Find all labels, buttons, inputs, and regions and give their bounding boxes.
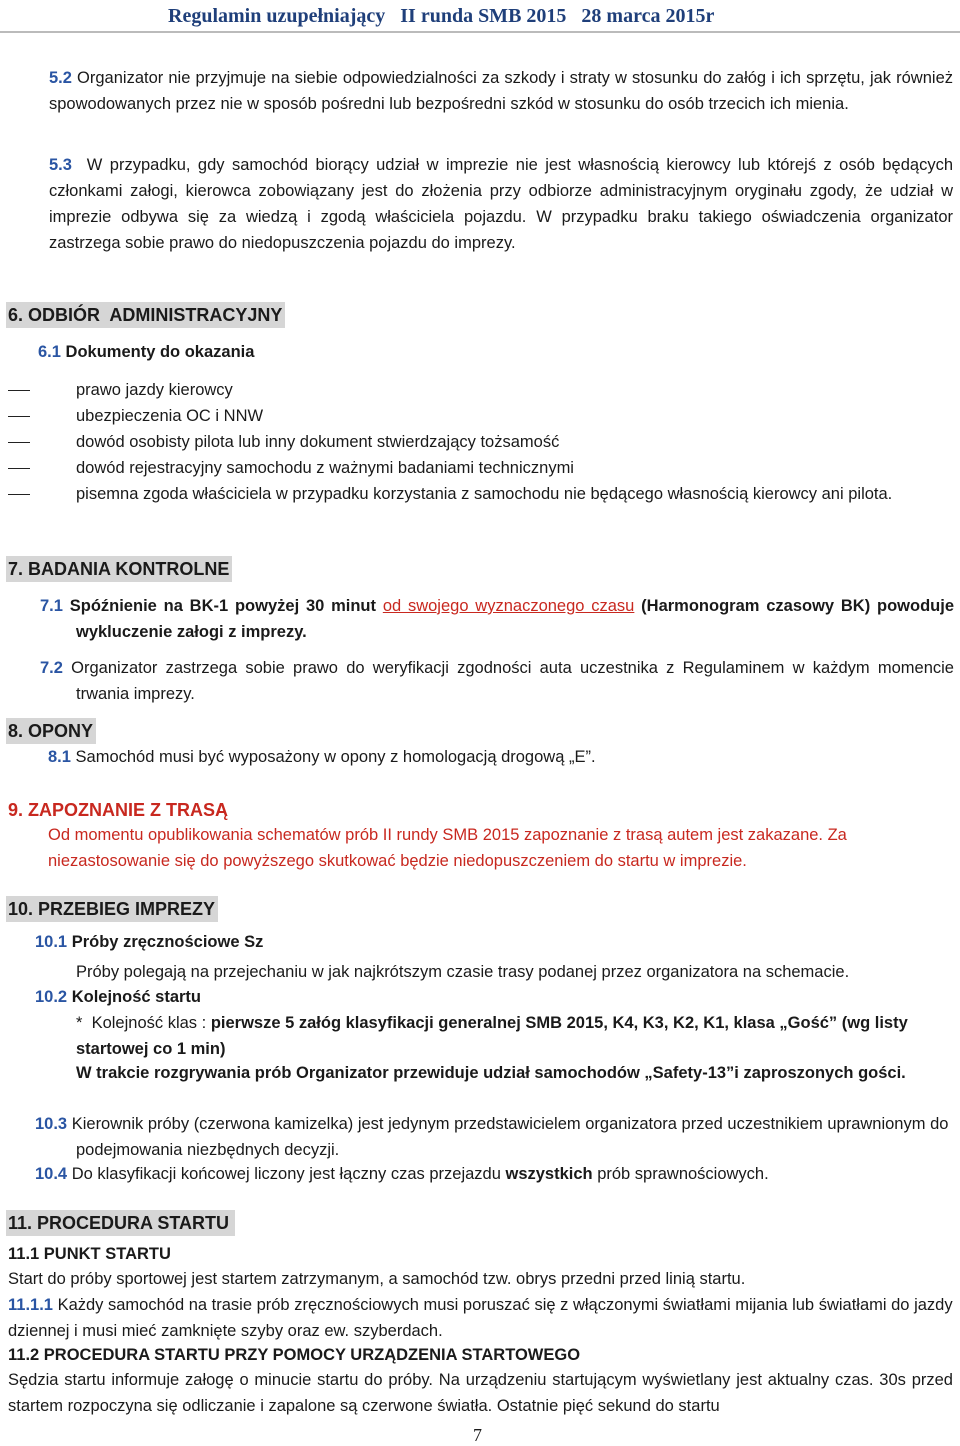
list-item: prawo jazdy kierowcy (76, 381, 233, 399)
section-number: 8.1 (48, 748, 71, 766)
subsection-title: Próby zręcznościowe Sz (71, 933, 264, 951)
section-number: 11.1.1 (8, 1296, 53, 1314)
paragraph-11-2: Sędzia startu informuje załogę o minucie startu do próby. Na urządzeniu startującym wyświetlany jest aktualny czas. 30s przed startem rozpoczyna się odliczanie i zapalone są czerwone światła. Ostatnie pięć sekund do startu (8, 1371, 953, 1415)
paragraph-11-1: Start do próby sportowej jest startem zatrzymanym, a samochód tzw. obrys przedni przed linią startu. (8, 1270, 746, 1288)
section-heading-10: 10. PRZEBIEG IMPREZY (6, 896, 218, 922)
section-number: 10.3 (35, 1115, 68, 1133)
paragraph-text: Kierownik próby (czerwona kamizelka) jest jedynym przedstawicielem organizatora przed uczestnikiem uprawnionym do podejmowania niezbędnych decyzji. (71, 1115, 949, 1159)
section-number: 10.2 (35, 988, 68, 1006)
header-title: Regulamin uzupełniający II runda SMB 2015 28 marca 2015r (168, 5, 715, 27)
section-number: 6.1 (38, 343, 61, 361)
paragraph-5-2 (49, 65, 953, 117)
paragraph-text: Spóźnienie na BK-1 powyżej 30 minut (69, 597, 383, 615)
section-number: 10.4 (35, 1165, 68, 1183)
list-bullet (8, 390, 30, 391)
list-bullet (8, 494, 30, 495)
paragraph-11-1-1 (8, 1292, 953, 1344)
list-item: pisemna zgoda właściciela w przypadku korzystania z samochodu nie będącego własnością kierowcy ani pilota. (76, 485, 893, 503)
paragraph-8-1 (48, 744, 596, 770)
paragraph-5-3 (49, 152, 953, 256)
subsection-11-2: 11.2 PROCEDURA STARTU PRZY POMOCY URZĄDZENIA STARTOWEGO (8, 1346, 581, 1364)
subsection-10-2 (35, 984, 201, 1010)
section-heading-8: 8. OPONY (6, 718, 96, 744)
paragraph-10-2-classes (76, 1010, 954, 1062)
section-number: 5.3 (49, 156, 72, 174)
page-number: 7 (473, 1425, 482, 1445)
subsection-11-1: 11.1 PUNKT STARTU (8, 1245, 171, 1263)
section-heading-7: 7. BADANIA KONTROLNE (6, 556, 232, 582)
subsection-title: Dokumenty do okazania (65, 343, 255, 361)
section-number: 10.1 (35, 933, 68, 951)
list-bullet (8, 468, 30, 469)
page-header (0, 0, 960, 33)
section-number: 5.2 (49, 69, 72, 87)
paragraph-text: Organizator zastrzega sobie prawo do weryfikacji zgodności auta uczestnika z Regulaminem w każdym momencie trwania imprezy. (71, 659, 954, 703)
paragraph-9-text: Od momentu opublikowania schematów prób II rundy SMB 2015 zapoznanie z trasą autem jest zakazane. Za niezastosowanie się do powyższego skutkować będzie niedopuszczeniem do startu w imprezie. (48, 826, 847, 870)
classes-order: pierwsze 5 załóg klasyfikacji generalnej SMB 2015, K4, K3, K2, K1, klasa „Gość” (wg listy startowej co 1 min) (76, 1014, 908, 1058)
paragraph-text: Samochód musi być wyposażony w opony z homologacją drogową „E”. (75, 748, 596, 766)
list-item: ubezpieczenia OC i NNW (76, 407, 264, 425)
list-item: dowód rejestracyjny samochodu z ważnymi badaniami technicznymi (76, 459, 574, 477)
section-number: 7.2 (40, 659, 63, 677)
paragraph-text-end: prób sprawnościowych. (592, 1165, 769, 1183)
subsection-title: Kolejność startu (71, 988, 201, 1006)
subsection-6-1 (38, 339, 254, 365)
paragraph-7-1 (40, 593, 954, 645)
list-bullet (8, 442, 30, 443)
classes-label: * Kolejność klas : (76, 1014, 211, 1032)
paragraph-10-4 (35, 1161, 769, 1187)
section-heading-9: 9. ZAPOZNANIE Z TRASĄ (8, 800, 229, 820)
paragraph-text-end: (Harmonogram czasowy BK) powoduje wykluczenie załogi z imprezy. (76, 597, 954, 641)
list-bullet (8, 416, 30, 417)
paragraph-text: Każdy samochód na trasie prób zręcznościowych musi poruszać się z włączonymi światłami mijania lub światłami do jazdy dziennej i musi mieć zamknięte szyby oraz ew. szyberdach. (8, 1296, 953, 1340)
paragraph-text: W przypadku, gdy samochód biorący udział w imprezie nie jest własnością kierowcy lub którejś z osób będących członkami załogi, kierowca zobowiązany jest do złożenia przy odbiorze administracyjnym oryginału zgody, że udział w imprezie odbywa się za wiedzą i zgodą właściciela pojazdu. W przypadku braku takiego oświadczenia organizator zastrzega sobie prawo do niedopuszczenia pojazdu do imprezy. (49, 156, 953, 252)
paragraph-7-2 (40, 655, 954, 707)
paragraph-text: Do klasyfikacji końcowej liczony jest łączny czas przejazdu (71, 1165, 506, 1183)
paragraph-10-1: Próby polegają na przejechaniu w jak najkrótszym czasie trasy podanej przez organizatora na schemacie. (76, 963, 850, 981)
paragraph-10-3 (35, 1111, 955, 1163)
section-number: 7.1 (40, 597, 63, 615)
section-heading-11: 11. PROCEDURA STARTU (6, 1210, 235, 1236)
emphasis-text: wszystkich (505, 1165, 593, 1183)
section-heading-6: 6. ODBIÓR ADMINISTRACYJNY (6, 302, 285, 328)
subsection-10-1 (35, 929, 263, 955)
paragraph-10-2-safety: W trakcie rozgrywania prób Organizator przewiduje udział samochodów „Safety-13”i zaproszonych gości. (76, 1064, 906, 1082)
paragraph-text: Organizator nie przyjmuje na siebie odpowiedzialności za szkody i straty w stosunku do załóg i ich sprzętu, jak również spowodowanych przez nie w sposób pośredni lub bezpośredni szkód w stosunku do osób trzecich ich mienia. (49, 69, 953, 113)
highlighted-text: od swojego wyznaczonego czasu (382, 597, 635, 615)
list-item: dowód osobisty pilota lub inny dokument stwierdzający tożsamość (76, 433, 560, 451)
